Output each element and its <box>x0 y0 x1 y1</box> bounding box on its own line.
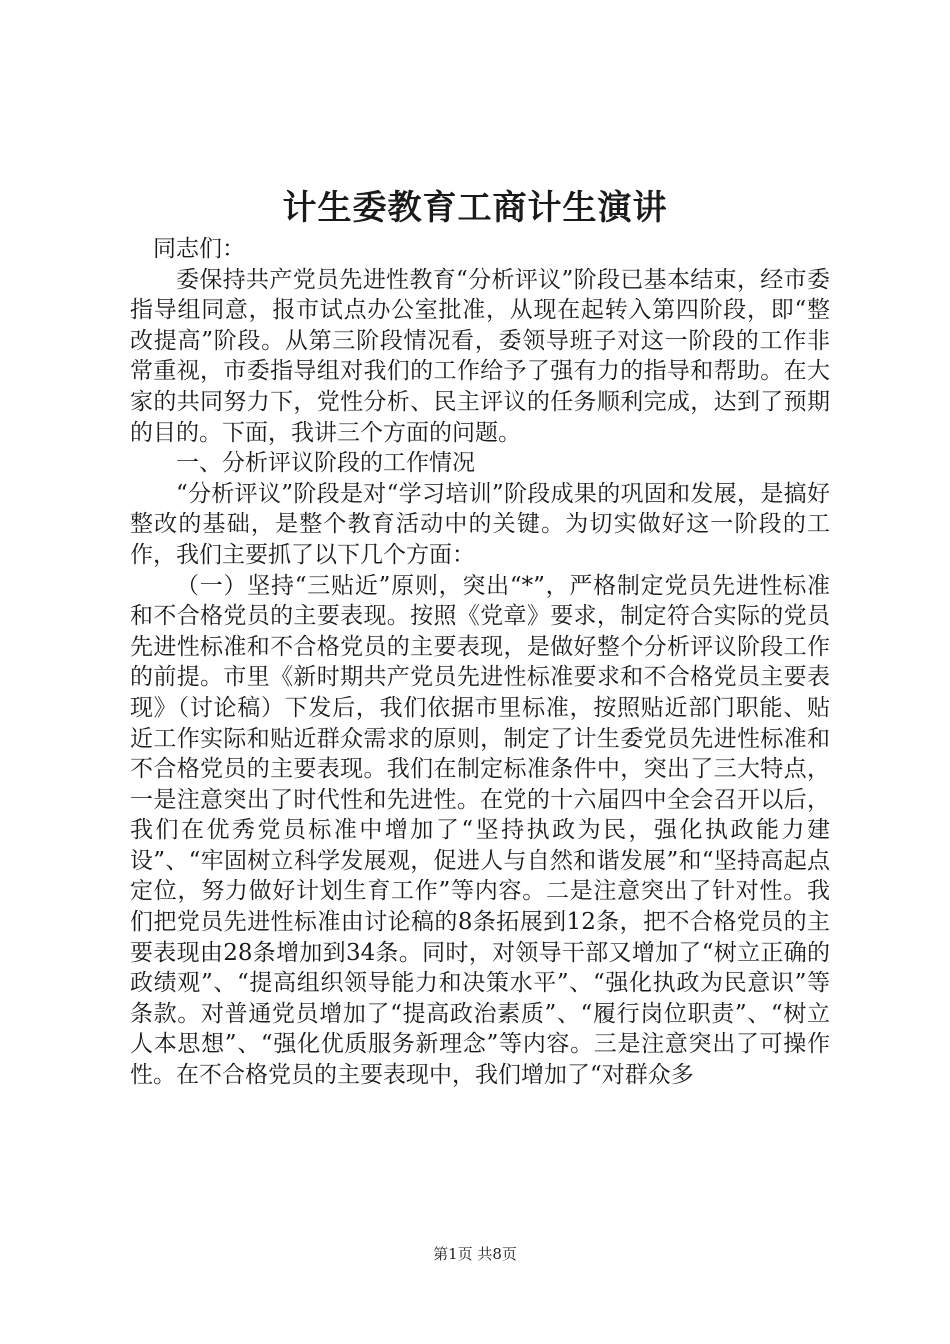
document-body <box>130 234 830 1091</box>
paragraph-point-1: （一）坚持“三贴近”原则，突出“*”，严格制定党员先进性标准和不合格党员的主要表现。按照《党章》要求，制定符合实际的党员先进性标准和不合格党员的主要表现，是做好整个分析评议阶段工作的前提。市里《新时期共产党员先进性标准要求和不合格党员主要表现》（讨论稿）下发后，我们依据市里标准，按照贴近部门职能、贴近工作实际和贴近群众需求的原则，制定了计生委党员先进性标准和不合格党员的主要表现。我们在制定标准条件中，突出了三大特点，一是注意突出了时代性和先进性。在党的十六届四中全会召开以后，我们在优秀党员标准中增加了“坚持执政为民，强化执政能力建设”、“牢固树立科学发展观，促进人与自然和谐发展”和“坚持高起点定位，努力做好计划生育工作”等内容。二是注意突出了针对性。我们把党员先进性标准由讨论稿的8条拓展到12条，把不合格党员的主要表现由28条增加到34条。同时，对领导干部又增加了“树立正确的政绩观”、“提高组织领导能力和决策水平”、“强化执政为民意识”等条款。对普通党员增加了“提高政治素质”、“履行岗位职责”、“树立人本思想”、“强化优质服务新理念”等内容。三是注意突出了可操作性。在不合格党员的主要表现中，我们增加了“对群众多 <box>130 572 830 1089</box>
paragraph-intro: 委保持共产党员先进性教育“分析评议”阶段已基本结束，经市委指导组同意，报市试点办公室批准，从现在起转入第四阶段，即“整改提高”阶段。从第三阶段情况看，委领导班子对这一阶段的工作非常重视，市委指导组对我们的工作给予了强有力的指导和帮助。在大家的共同努力下，党性分析、民主评议的任务顺利完成，达到了预期的目的。下面，我讲三个方面的问题。 <box>130 266 830 446</box>
page-footer: 第1页 共8页 <box>433 1245 517 1263</box>
salutation: 同志们： <box>153 236 245 262</box>
section-heading-1: 一、分析评议阶段的工作情况 <box>176 450 475 477</box>
paragraph-section-intro: “分析评议”阶段是对“学习培训”阶段成果的巩固和发展，是搞好整改的基础，是整个教育活动中的关键。为切实做好这一阶段的工作，我们主要抓了以下几个方面： <box>130 480 830 568</box>
document-title: 计生委教育工商计生演讲 <box>282 188 668 228</box>
